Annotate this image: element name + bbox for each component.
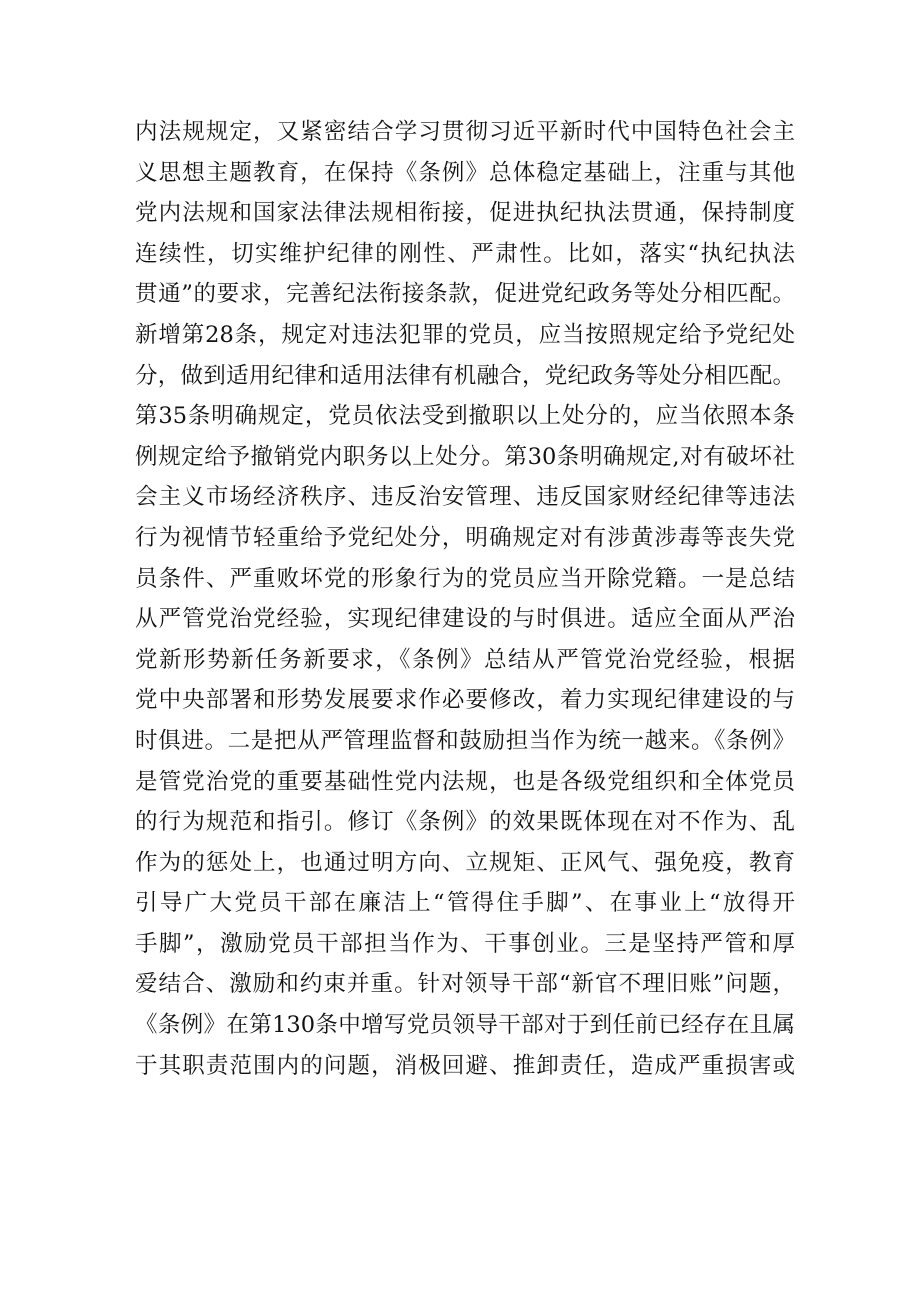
text-line-2: 义思想主题教育，在保持《条例》总体稳定基础上，注重与其他: [135, 159, 795, 186]
text-line-11: 行为视情节轻重给予党纪处分，明确规定对有涉黄涉毒等丧失党: [135, 524, 795, 551]
text-line-21: 手脚”，激励党员干部担当作为、干事创业。三是坚持严管和厚: [135, 930, 795, 957]
text-line-23: 《条例》在第130条中增写党员领导干部对于到任前已经存在且属: [135, 1012, 795, 1039]
body-text: [135, 112, 795, 1086]
text-line-13: 从严管党治党经验，实现纪律建设的与时俱进。适应全面从严治: [135, 606, 795, 633]
text-line-5: 贯通”的要求，完善纪法衔接条款，促进党纪政务等处分相匹配。: [135, 281, 795, 308]
text-line-22: 爱结合、激励和约束并重。针对领导干部“新官不理旧账”问题，: [135, 971, 795, 998]
text-line-4: 连续性，切实维护纪律的刚性、严肃性。比如，落实“执纪执法: [135, 240, 795, 267]
text-line-19: 作为的惩处上，也通过明方向、立规矩、正风气、强免疫，教育: [135, 849, 795, 876]
text-line-20: 引导广大党员干部在廉洁上“管得住手脚”、在事业上“放得开: [135, 890, 795, 917]
text-line-1: 内法规规定，又紧密结合学习贯彻习近平新时代中国特色社会主: [135, 119, 795, 145]
text-line-9: 例规定给予撤销党内职务以上处分。第30条明确规定,对有破坏社: [135, 443, 795, 470]
text-line-15: 党中央部署和形势发展要求作必要修改，着力实现纪律建设的与: [135, 687, 795, 714]
text-line-16: 时俱进。二是把从严管理监督和鼓励担当作为统一越来。《条例》: [135, 727, 795, 754]
text-line-12: 员条件、严重败坏党的形象行为的党员应当开除党籍。一是总结: [135, 565, 795, 592]
text-line-14: 党新形势新任务新要求，《条例》总结从严管党治党经验，根据: [135, 646, 795, 673]
text-line-18: 的行为规范和指引。修订《条例》的效果既体现在对不作为、乱: [135, 809, 795, 836]
text-line-8: 第35条明确规定，党员依法受到撤职以上处分的，应当依照本条: [135, 403, 795, 430]
text-line-17: 是管党治党的重要基础性党内法规，也是各级党组织和全体党员: [135, 768, 795, 795]
text-line-10: 会主义市场经济秩序、违反治安管理、违反国家财经纪律等违法: [135, 484, 795, 511]
text-line-6: 新增第28条，规定对违法犯罪的党员，应当按照规定给予党纪处: [135, 321, 795, 348]
text-line-24: 于其职责范围内的问题，消极回避、推卸责任，造成严重损害或: [135, 1052, 795, 1079]
text-line-7: 分，做到适用纪律和适用法律有机融合，党纪政务等处分相匹配。: [135, 362, 795, 389]
text-line-3: 党内法规和国家法律法规相衔接，促进执纪执法贯通，保持制度: [135, 200, 795, 227]
